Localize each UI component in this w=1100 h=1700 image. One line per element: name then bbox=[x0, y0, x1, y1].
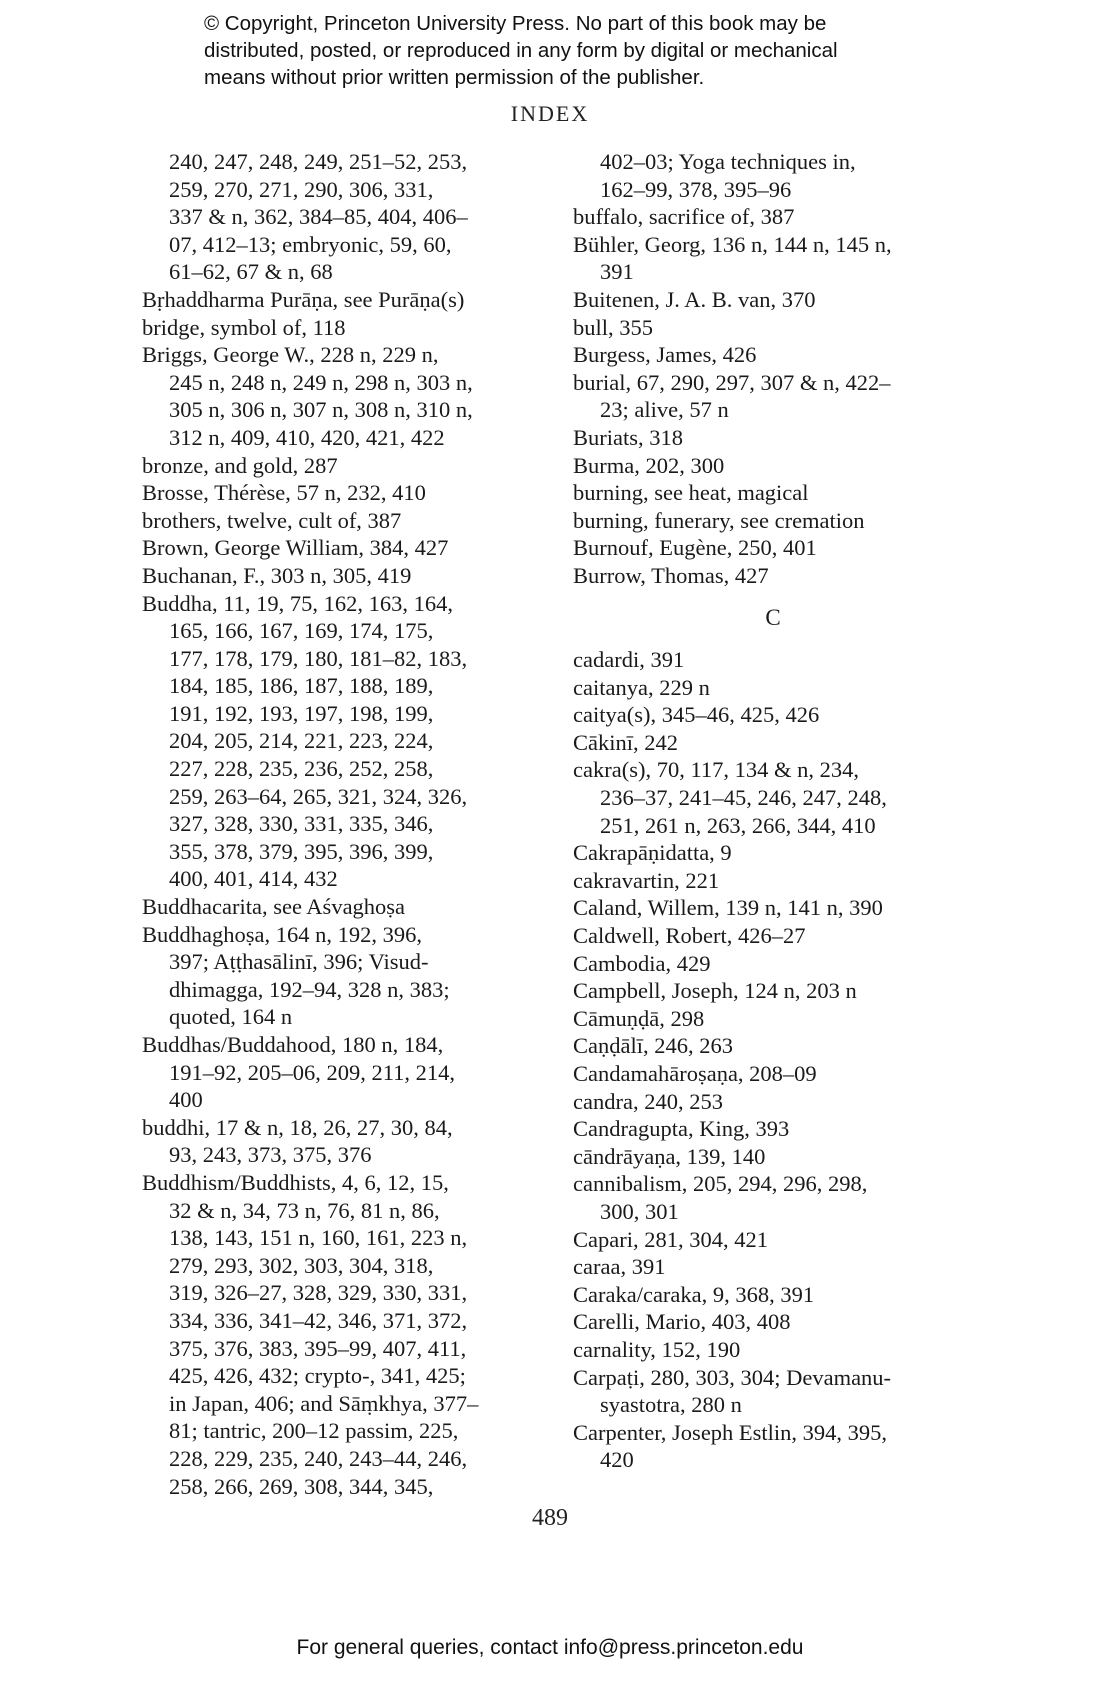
index-line: 400 bbox=[169, 1087, 203, 1113]
index-line: 162–99, 378, 395–96 bbox=[600, 176, 792, 202]
index-line: Buriats, 318 bbox=[573, 424, 683, 450]
index-line: Bṛhaddharma Purāṇa, see Purāṇa(s) bbox=[142, 286, 465, 312]
index-line: buddhi, 17 & n, 18, 26, 27, 30, 84, bbox=[142, 1114, 453, 1140]
section-letter-heading: C bbox=[765, 604, 781, 630]
index-line: 327, 328, 330, 331, 335, 346, bbox=[169, 811, 434, 837]
index-line: brothers, twelve, cult of, 387 bbox=[142, 507, 402, 533]
index-line: Caraka/caraka, 9, 368, 391 bbox=[573, 1281, 815, 1307]
index-line: 07, 412–13; embryonic, 59, 60, bbox=[169, 231, 452, 257]
index-line: Caṇḍālī, 246, 263 bbox=[573, 1033, 733, 1059]
index-line: Buddhas/Buddahood, 180 n, 184, bbox=[142, 1032, 444, 1057]
index-line: Buddha, 11, 19, 75, 162, 163, 164, bbox=[142, 590, 454, 616]
page-title: INDEX bbox=[510, 101, 590, 126]
copyright-line: © Copyright, Princeton University Press. No part of this book may be bbox=[204, 12, 827, 35]
index-line: Bühler, Georg, 136 n, 144 n, 145 n, bbox=[573, 231, 892, 257]
copyright-line: distributed, posted, or reproduced in any form by digital or mechanical bbox=[204, 39, 838, 62]
index-line: 391 bbox=[600, 259, 634, 285]
index-line: quoted, 164 n bbox=[169, 1004, 293, 1030]
index-line: 337 & n, 362, 384–85, 404, 406– bbox=[169, 204, 468, 230]
index-line: 32 & n, 34, 73 n, 76, 81 n, 86, bbox=[169, 1197, 440, 1223]
index-line: 240, 247, 248, 249, 251–52, 253, bbox=[169, 149, 468, 174]
footer-contact: For general queries, contact info@press.princeton.edu bbox=[296, 1636, 804, 1659]
index-line: burning, see heat, magical bbox=[573, 480, 809, 506]
index-line: 305 n, 306 n, 307 n, 308 n, 310 n, bbox=[169, 397, 473, 423]
index-line: 312 n, 409, 410, 420, 421, 422 bbox=[169, 424, 445, 450]
copyright-notice bbox=[204, 10, 924, 91]
index-line: 245 n, 248 n, 249 n, 298 n, 303 n, bbox=[169, 369, 473, 395]
index-line: Cambodia, 429 bbox=[573, 950, 711, 976]
index-line: 191, 192, 193, 197, 198, 199, bbox=[169, 700, 434, 726]
index-line: 61–62, 67 & n, 68 bbox=[169, 259, 333, 285]
index-line: 420 bbox=[600, 1447, 634, 1473]
index-line: cakravartin, 221 bbox=[573, 867, 720, 893]
page-number: 489 bbox=[532, 1505, 568, 1531]
index-column-left bbox=[142, 148, 562, 1500]
index-line: Caland, Willem, 139 n, 141 n, 390 bbox=[573, 895, 883, 921]
index-line: 228, 229, 235, 240, 243–44, 246, bbox=[169, 1445, 468, 1471]
index-line: 258, 266, 269, 308, 344, 345, bbox=[169, 1473, 434, 1499]
index-line: Caldwell, Robert, 426–27 bbox=[573, 923, 806, 949]
index-line: Brosse, Thérèse, 57 n, 232, 410 bbox=[142, 480, 426, 506]
index-line: carnality, 152, 190 bbox=[573, 1336, 741, 1362]
index-line: Buddhacarita, see Aśvaghoṣa bbox=[142, 894, 406, 920]
index-line: 177, 178, 179, 180, 181–82, 183, bbox=[169, 645, 468, 671]
index-line: Buddhism/Buddhists, 4, 6, 12, 15, bbox=[142, 1169, 449, 1195]
index-line: Brown, George William, 384, 427 bbox=[142, 535, 449, 561]
index-line: cāndrāyaṇa, 139, 140 bbox=[573, 1143, 766, 1169]
index-line: candra, 240, 253 bbox=[573, 1088, 723, 1114]
index-line: 251, 261 n, 263, 266, 344, 410 bbox=[600, 812, 876, 838]
index-line: 279, 293, 302, 303, 304, 318, bbox=[169, 1252, 434, 1278]
index-line: 23; alive, 57 n bbox=[600, 397, 729, 423]
copyright-line: means without prior written permission of the publisher. bbox=[204, 66, 705, 89]
index-line: bull, 355 bbox=[573, 314, 654, 340]
index-line: 375, 376, 383, 395–99, 407, 411, bbox=[169, 1335, 467, 1361]
index-line: 204, 205, 214, 221, 223, 224, bbox=[169, 728, 434, 754]
index-line: Carpenter, Joseph Estlin, 394, 395, bbox=[573, 1419, 888, 1445]
index-line: 184, 185, 186, 187, 188, 189, bbox=[169, 673, 434, 699]
index-line: caraa, 391 bbox=[573, 1254, 666, 1280]
index-line: dhimagga, 192–94, 328 n, 383; bbox=[169, 976, 450, 1002]
index-line: 300, 301 bbox=[600, 1198, 679, 1224]
index-line: 259, 263–64, 265, 321, 324, 326, bbox=[169, 783, 468, 809]
index-line: burial, 67, 290, 297, 307 & n, 422– bbox=[573, 369, 891, 395]
index-line: Burrow, Thomas, 427 bbox=[573, 562, 769, 588]
index-line: Carelli, Mario, 403, 408 bbox=[573, 1309, 791, 1335]
index-line: 259, 270, 271, 290, 306, 331, bbox=[169, 176, 434, 202]
index-line: Burma, 202, 300 bbox=[573, 452, 725, 478]
index-line: 319, 326–27, 328, 329, 330, 331, bbox=[169, 1280, 468, 1306]
index-line: Burnouf, Eugène, 250, 401 bbox=[573, 535, 817, 561]
index-line: burning, funerary, see cremation bbox=[573, 507, 865, 533]
index-line: 236–37, 241–45, 246, 247, 248, bbox=[600, 785, 887, 811]
index-line: buffalo, sacrifice of, 387 bbox=[573, 204, 795, 230]
index-line: 93, 243, 373, 375, 376 bbox=[169, 1142, 372, 1168]
index-line: 402–03; Yoga techniques in, bbox=[600, 149, 856, 174]
index-line: 400, 401, 414, 432 bbox=[169, 866, 338, 892]
index-line: Briggs, George W., 228 n, 229 n, bbox=[142, 342, 439, 368]
index-column-right bbox=[573, 148, 973, 1474]
index-line: in Japan, 406; and Sāṃkhya, 377– bbox=[169, 1390, 479, 1416]
index-line: Cāmuṇḍā, 298 bbox=[573, 1005, 705, 1031]
index-line: 355, 378, 379, 395, 396, 399, bbox=[169, 838, 434, 864]
index-line: Candragupta, King, 393 bbox=[573, 1116, 790, 1142]
index-line: caitya(s), 345–46, 425, 426 bbox=[573, 702, 820, 728]
index-line: bridge, symbol of, 118 bbox=[142, 314, 346, 340]
index-line: 165, 166, 167, 169, 174, 175, bbox=[169, 618, 434, 644]
index-line: Burgess, James, 426 bbox=[573, 342, 757, 368]
index-line: Carpaṭi, 280, 303, 304; Devamanu- bbox=[573, 1364, 892, 1390]
index-line: cannibalism, 205, 294, 296, 298, bbox=[573, 1171, 868, 1197]
index-line: 81; tantric, 200–12 passim, 225, bbox=[169, 1418, 459, 1444]
index-line: caitanya, 229 n bbox=[573, 674, 710, 700]
index-line: Cākinī, 242 bbox=[573, 729, 678, 755]
index-line: Buchanan, F., 303 n, 305, 419 bbox=[142, 562, 412, 588]
index-line: Capari, 281, 304, 421 bbox=[573, 1226, 768, 1252]
index-line: 397; Aṭṭhasālinī, 396; Visud- bbox=[169, 949, 429, 975]
index-line: syastotra, 280 n bbox=[600, 1392, 742, 1418]
index-line: cakra(s), 70, 117, 134 & n, 234, bbox=[573, 757, 859, 783]
index-line: 334, 336, 341–42, 346, 371, 372, bbox=[169, 1307, 468, 1333]
index-line: 138, 143, 151 n, 160, 161, 223 n, bbox=[169, 1225, 468, 1251]
index-line: bronze, and gold, 287 bbox=[142, 452, 338, 478]
index-line: Campbell, Joseph, 124 n, 203 n bbox=[573, 978, 857, 1004]
index-line: Cakrapāṇidatta, 9 bbox=[573, 840, 732, 866]
index-line: Candamahāroṣaṇa, 208–09 bbox=[573, 1061, 817, 1086]
index-line: 191–92, 205–06, 209, 211, 214, bbox=[169, 1059, 456, 1085]
index-line: Buddhaghoṣa, 164 n, 192, 396, bbox=[142, 921, 422, 947]
index-line: 227, 228, 235, 236, 252, 258, bbox=[169, 756, 434, 782]
index-line: Buitenen, J. A. B. van, 370 bbox=[573, 286, 816, 312]
index-line: 425, 426, 432; crypto-, 341, 425; bbox=[169, 1363, 466, 1389]
index-line: cadardi, 391 bbox=[573, 647, 685, 673]
